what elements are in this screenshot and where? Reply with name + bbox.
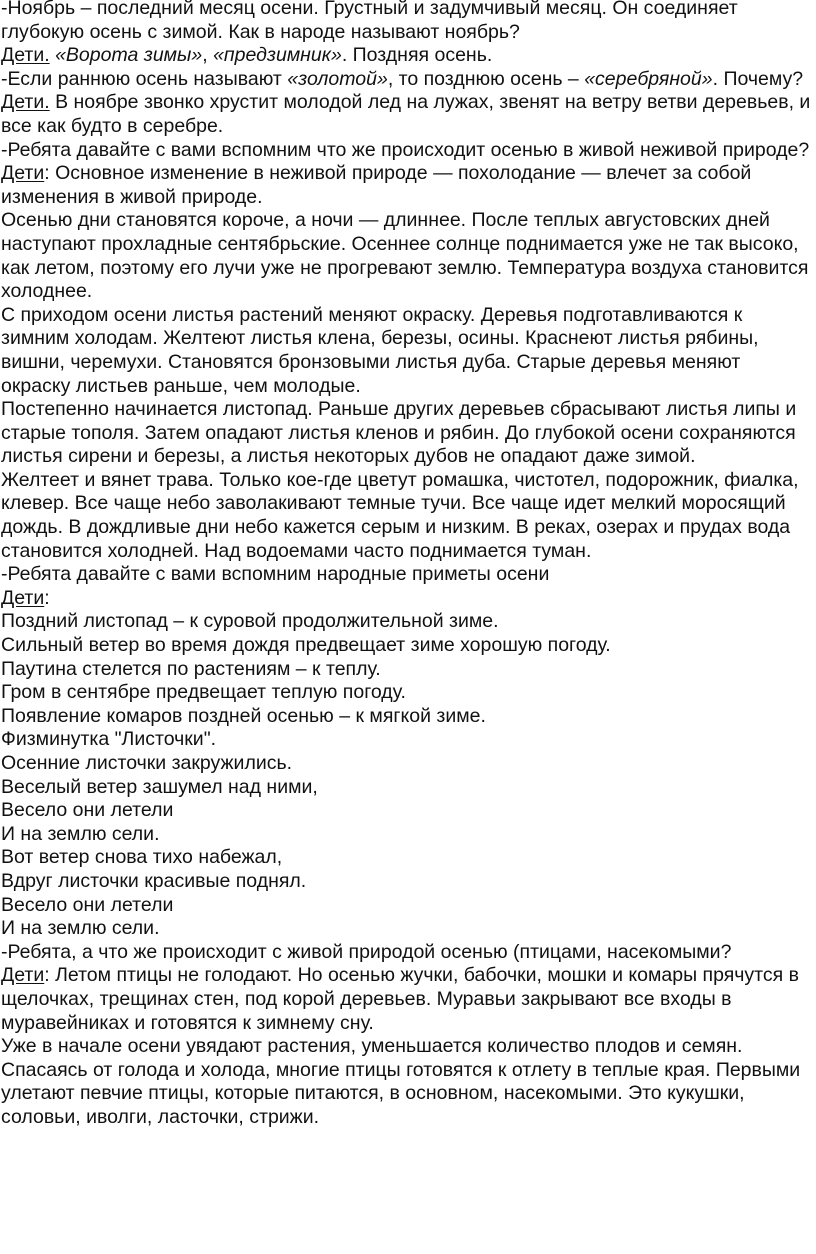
paragraph-children-answer-names <box>0 44 816 68</box>
text-fragment: . Поздняя осень. <box>341 44 493 67</box>
text-fragment: : Основное изменение в неживой природе — похолодание — влечет за собой изменения в живой природе. <box>1 162 752 208</box>
paragraph-children-answer-insects <box>0 964 816 1035</box>
folk-sign-line: Поздний листопад – к суровой продолжительной зиме. <box>1 610 499 633</box>
poem-line: Вот ветер снова тихо набежал, <box>1 846 283 869</box>
text-fragment: В ноябре звонко хрустит молодой лед на лужах, звенят на ветру ветви деревьев, и все как будто в серебре. <box>1 91 811 137</box>
text-fragment: . Почему? <box>712 67 804 90</box>
paragraph-days-shorter: Осенью дни становятся короче, а ночи — длиннее. После теплых августовских дней наступают прохладные сентябрьские. Осеннее солнце поднимается уже не так высоко, как летом, поэтому его лучи уже не прогревают землю. Температура воздуха становится холоднее. <box>1 209 809 303</box>
paragraph-children-label <box>0 587 816 611</box>
paragraph-question-living-nature: -Ребята, а что же происходит с живой природой осенью (птицами, насекомыми? <box>1 940 732 963</box>
italic-term: «предзимник» <box>213 44 342 67</box>
text-fragment: : Летом птицы не голодают. Но осенью жучки, бабочки, мошки и комары прячутся в щелочках, трещинах стен, под корой деревьев. Муравьи закрывают все входы в муравейниках и готовятся к зимнему сну. <box>1 964 799 1034</box>
paragraph-birds-migration: Уже в начале осени увядают растения, уменьшается количество плодов и семян. Спасаясь от голода и холода, многие птицы готовятся к отлету в теплые края. Первыми улетают певчие птицы, которые питаются, в основном, насекомыми. Это кукушки, соловьи, иволги, ласточки, стрижи. <box>1 1035 801 1128</box>
speaker-label: Дети <box>1 964 45 987</box>
text-fragment: : <box>44 586 50 609</box>
paragraph-november-intro: -Ноябрь – последний месяц осени. Грустный и задумчивый месяц. Он соединяет глубокую осень с зимой. Как в народе называют ноябрь? <box>1 0 738 43</box>
paragraph-leaves-color: С приходом осени листья растений меняют окраску. Деревья подготавливаются к зимним холодам. Желтеют листья клена, березы, осины. Краснеют листья рябины, вишни, черемухи. Становятся бронзовыми листья дуба. Старые деревья меняют окраску листьев раньше, чем молодые. <box>1 303 759 397</box>
speaker-label: Дети. <box>1 91 50 114</box>
text-fragment: , <box>202 44 214 67</box>
italic-term: «золотой» <box>287 67 388 90</box>
poem-line: Вдруг листочки красивые поднял. <box>1 869 307 892</box>
paragraph-children-answer-silver <box>0 91 816 138</box>
paragraph-grass-rain: Желтеет и вянет трава. Только кое-где цветут ромашка, чистотел, подорожник, фиалка, клевер. Все чаще небо заволакивают темные тучи. Все чаще идет мелкий моросящий дождь. В дождливые дни небо кажется серым и низким. В реках, озерах и прудах вода становится холодней. Над водоемами часто поднимается туман. <box>1 468 799 562</box>
speaker-label: Дети. <box>1 44 50 67</box>
text-fragment: -Если раннюю осень называют <box>1 67 288 90</box>
poem-line: Весело они летели <box>1 799 174 822</box>
poem-line: Весело они летели <box>1 893 174 916</box>
speaker-label: Дети <box>1 162 45 185</box>
text-fragment: , то позднюю осень – <box>387 67 585 90</box>
paragraph-children-answer-nature <box>0 162 816 209</box>
italic-term: «серебряной» <box>584 67 713 90</box>
italic-term: «Ворота зимы» <box>55 44 203 67</box>
paragraph-question-nature: -Ребята давайте с вами вспомним что же происходит осенью в живой неживой природе? <box>1 138 810 161</box>
paragraph-golden-silver-question <box>0 68 816 92</box>
poem-line: И на землю сели. <box>1 917 160 940</box>
folk-sign-line: Паутина стелется по растениям – к теплу. <box>1 657 381 680</box>
folk-sign-line: Гром в сентябре предвещает теплую погоду. <box>1 681 406 704</box>
poem-title: Физминутка "Листочки". <box>1 728 217 751</box>
folk-sign-line: Появление комаров поздней осенью – к мягкой зиме. <box>1 704 486 727</box>
poem-line: Осенние листочки закружились. <box>1 752 293 774</box>
speaker-label: Дети <box>1 586 45 609</box>
paragraph-question-folk-signs: -Ребята давайте с вами вспомним народные приметы осени <box>1 563 550 586</box>
folk-sign-line: Сильный ветер во время дождя предвещает зиме хорошую погоду. <box>1 634 611 657</box>
poem-line: Веселый ветер зашумел над ними, <box>1 775 318 798</box>
poem-line: И на землю сели. <box>1 822 160 845</box>
paragraph-leaf-fall: Постепенно начинается листопад. Раньше других деревьев сбрасывают листья липы и старые тополя. Затем опадают листья кленов и рябин. До глубокой осени сохраняются листья сирени и березы, а листья некоторых дубов не опадают даже зимой. <box>1 398 797 468</box>
